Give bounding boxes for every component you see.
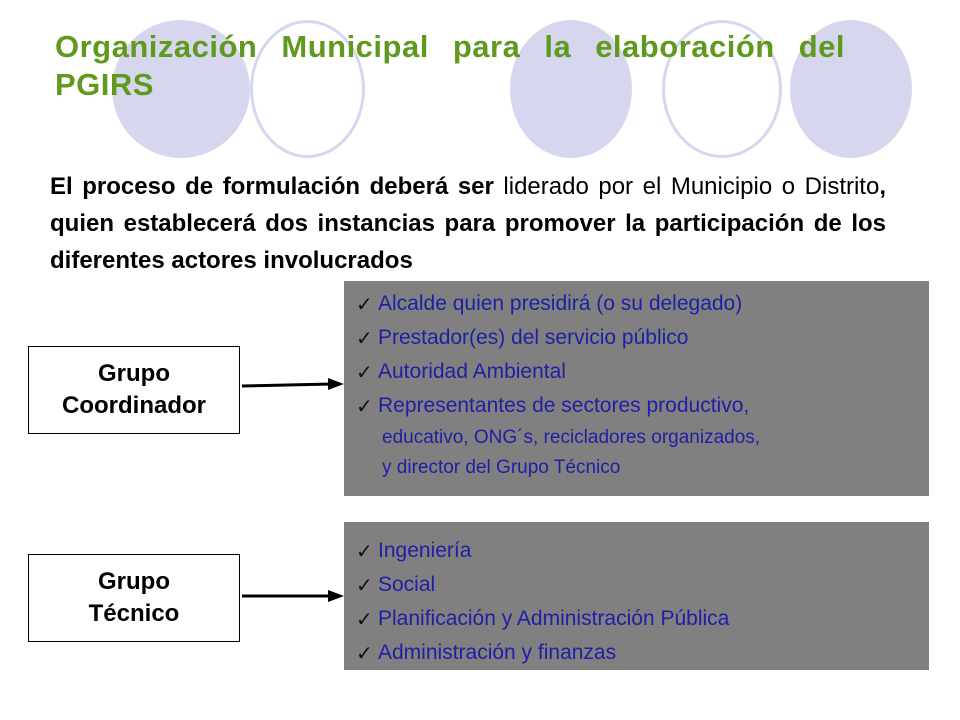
list-item — [356, 534, 921, 568]
group-label-line2: Técnico — [88, 600, 180, 627]
check-icon: ✓ — [356, 573, 373, 597]
list-item — [356, 568, 921, 602]
page-title: Organización Municipal para la elaboración del PGIRS — [55, 29, 845, 102]
list-item — [356, 636, 921, 670]
arrow-icon — [240, 586, 348, 606]
check-icon: ✓ — [356, 607, 373, 631]
group-label-line2: Coordinador — [62, 392, 206, 419]
list-item-text: Prestador(es) del servicio público — [378, 326, 689, 349]
grupo-tecnico-panel — [344, 522, 929, 670]
list-item — [356, 355, 921, 389]
members-list — [356, 287, 921, 483]
check-icon: ✓ — [356, 539, 373, 563]
check-icon: ✓ — [356, 326, 373, 350]
grupo-coordinador-box — [28, 346, 240, 434]
list-item-text: Representantes de sectores productivo, — [378, 394, 750, 417]
intro-bold-1: El proceso de formulación deberá ser — [50, 173, 494, 200]
intro-regular-1: liderado por el Municipio o Distrito — [493, 173, 880, 200]
list-item-text: Administración y finanzas — [378, 641, 617, 664]
intro-bold-2: , quien establecerá dos instancias para promover la participación de los diferentes actores involucrados — [50, 173, 886, 274]
check-icon: ✓ — [356, 394, 373, 418]
arrow-icon — [240, 376, 348, 396]
list-item-text: Alcalde quien presidirá (o su delegado) — [378, 292, 743, 315]
check-icon: ✓ — [356, 292, 373, 316]
check-icon: ✓ — [356, 360, 373, 384]
group-label-line1: Grupo — [98, 568, 170, 595]
list-item-continuation: educativo, ONG´s, recicladores organizados, — [382, 427, 761, 448]
grupo-tecnico-box — [28, 554, 240, 642]
areas-list — [356, 534, 921, 670]
list-item — [356, 389, 921, 483]
list-item — [356, 321, 921, 355]
list-item-continuation: y director del Grupo Técnico — [382, 457, 621, 478]
intro-paragraph — [50, 168, 886, 279]
group-label-line1: Grupo — [98, 360, 170, 387]
list-item-text: Ingeniería — [378, 539, 472, 562]
list-item-text: Autoridad Ambiental — [378, 360, 566, 383]
list-item-text: Social — [378, 573, 436, 596]
list-item-text: Planificación y Administración Pública — [378, 607, 730, 630]
check-icon: ✓ — [356, 641, 373, 665]
list-item — [356, 287, 921, 321]
list-item — [356, 602, 921, 636]
grupo-coordinador-panel — [344, 281, 929, 496]
